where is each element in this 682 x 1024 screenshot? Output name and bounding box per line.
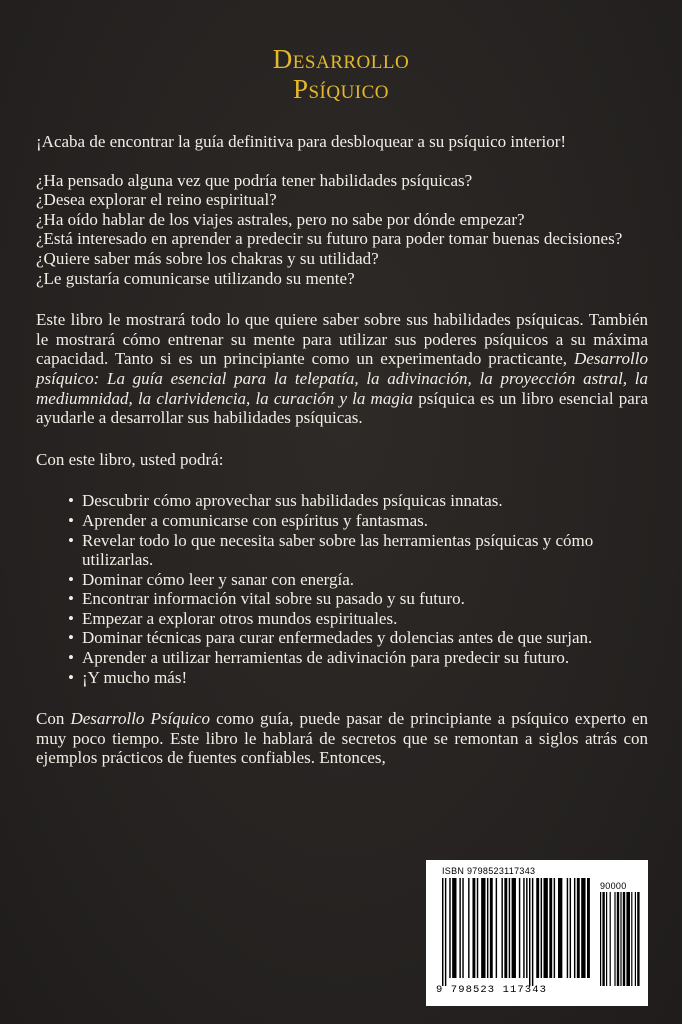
closing-prefix: Con — [36, 709, 71, 729]
isbn-barcode — [426, 860, 648, 1006]
list-intro: Con este libro, usted podrá: — [36, 449, 224, 469]
list-item: • Encontrar información vital sobre su pasado y su futuro. — [68, 589, 648, 609]
isbn-label: ISBN 9798523117343 — [442, 866, 536, 876]
question-2: ¿Desea explorar el reino espiritual? — [36, 190, 277, 210]
question-4: ¿Está interesado en aprender a predecir su futuro para poder tomar buenas decisiones? — [36, 229, 623, 249]
list-item: • Descubrir cómo aprovechar sus habilidades psíquicas innatas. — [68, 491, 648, 511]
closing-paragraph — [36, 709, 648, 768]
list-item: • Dominar cómo leer y sanar con energía. — [68, 570, 648, 590]
description-book-title: Desarrollo psíquico: La guía esencial para la telepatía, la adivinación, la proyección astral, la mediumnidad, la clarividencia, la curación y la magia — [36, 349, 648, 408]
question-1: ¿Ha pensado alguna vez que podría tener habilidades psíquicas? — [36, 170, 473, 190]
book-title — [0, 44, 682, 104]
book-title-line-1: Desarrollo — [272, 44, 410, 74]
list-item: • Aprender a utilizar herramientas de adivinación para predecir su futuro. — [68, 648, 648, 668]
question-5: ¿Quiere saber más sobre los chakras y su utilidad? — [36, 248, 379, 268]
description-text-2: psíquica es un libro esencial para ayudarle a desarrollar sus habilidades psíquicas. — [36, 388, 648, 428]
barcode-digits: 9 798523 117343 — [436, 984, 548, 996]
description-paragraph — [36, 310, 648, 428]
barcode-bars — [442, 878, 592, 986]
book-title-line-2: Psíquico — [292, 74, 390, 104]
closing-suffix: como guía, puede pasar de principiante a psíquico experto en muy poco tiempo. Este libro le hablará de secretos que se remontan a siglos atrás con ejemplos prácticos de fuentes confiables. Entonces, — [36, 709, 649, 768]
question-3: ¿Ha oído hablar de los viajes astrales, pero no sabe por dónde empezar? — [36, 209, 525, 229]
list-item: • Aprender a comunicarse con espíritus y fantasmas. — [68, 511, 648, 531]
question-6: ¿Le gustaría comunicarse utilizando su mente? — [36, 268, 355, 288]
list-item: • Revelar todo lo que necesita saber sobre las herramientas psíquicas y cómo utilizarlas. — [68, 531, 648, 570]
price-code: 90000 — [600, 881, 627, 891]
description-text-1: Este libro le mostrará todo lo que quiere saber sobre sus habilidades psíquicas. También le mostrará cómo entrenar su mente para utilizar sus poderes psíquicos a su máxima capacidad. Tanto si es un principiante como un experimentado practicante, — [36, 310, 648, 369]
blurb — [36, 132, 648, 768]
list-item: • Empezar a explorar otros mundos espirituales. — [68, 609, 648, 629]
price-barcode-bars — [600, 892, 640, 986]
list-item: • ¡Y mucho más! — [68, 668, 648, 688]
intro-paragraph: ¡Acaba de encontrar la guía definitiva para desbloquear a su psíquico interior! — [36, 132, 567, 151]
list-item: • Dominar técnicas para curar enfermedades y dolencias antes de que surjan. — [68, 628, 648, 648]
benefits-list — [36, 491, 648, 687]
closing-book-name: Desarrollo Psíquico — [70, 709, 210, 729]
questions-block — [36, 171, 648, 289]
